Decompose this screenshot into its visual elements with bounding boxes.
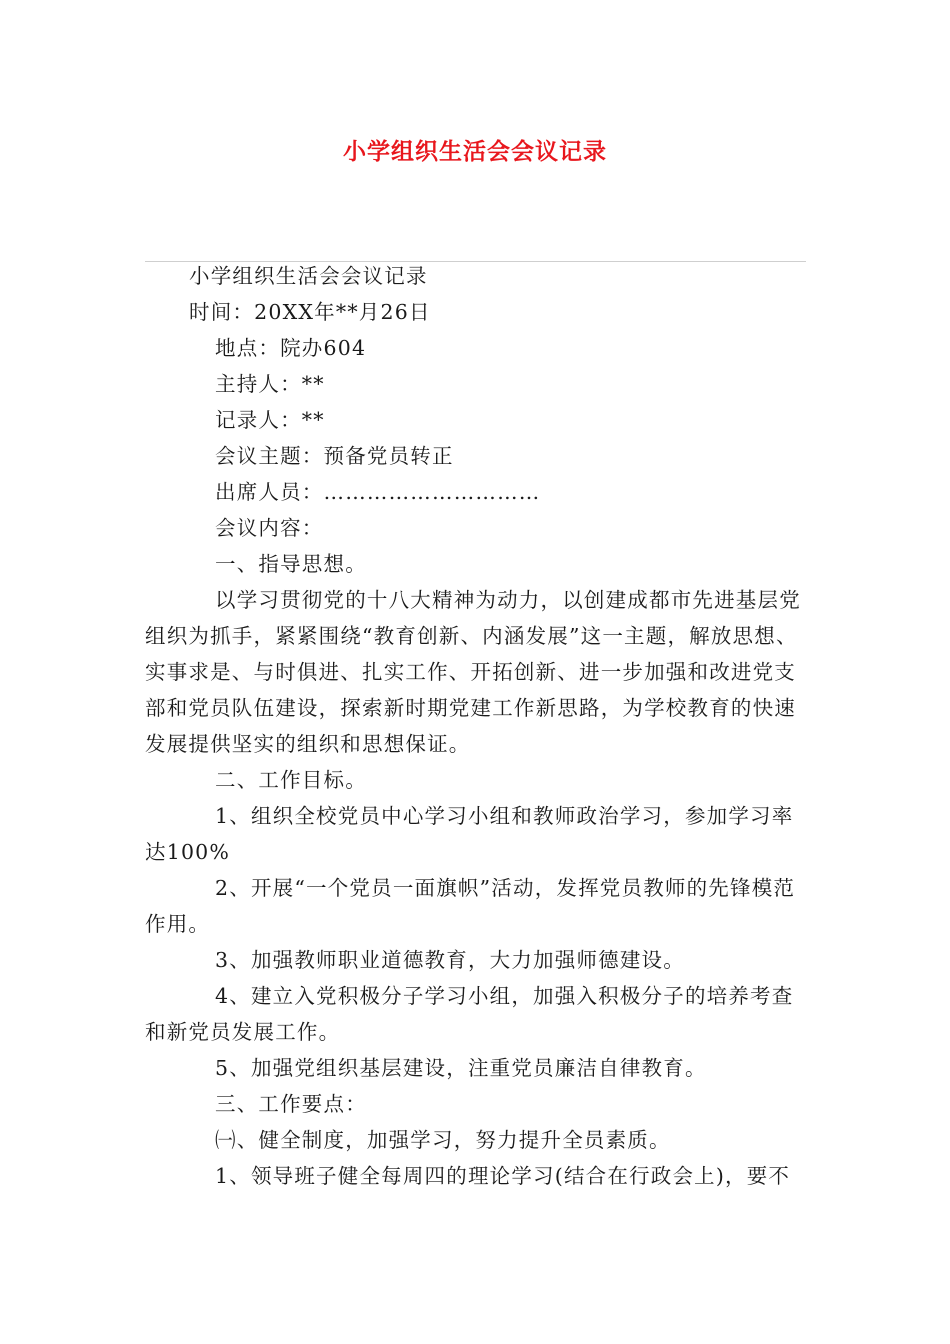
list-item-point-1: 1、领导班子健全每周四的理论学习(结合在行政会上)，要不 bbox=[215, 1164, 791, 1188]
subsection-heading-1: ㈠、健全制度，加强学习，努力提升全员素质。 bbox=[215, 1128, 671, 1152]
meeting-topic: 会议主题：预备党员转正 bbox=[215, 444, 454, 468]
meeting-host: 主持人：** bbox=[215, 372, 325, 396]
section-heading-work-points: 三、工作要点： bbox=[215, 1092, 367, 1116]
list-item-goal-4: 4、建立入党积极分子学习小组，加强入积极分子的培养考查和新党员发展工作。 bbox=[145, 984, 794, 1044]
section-heading-work-goals: 二、工作目标。 bbox=[215, 768, 367, 792]
list-item-goal-2: 2、开展“一个党员一面旗帜”活动，发挥党员教师的先锋模范作用。 bbox=[145, 876, 796, 936]
meeting-recorder: 记录人：** bbox=[215, 408, 325, 432]
meeting-attendees: 出席人员：………………………… bbox=[215, 480, 541, 504]
list-item-goal-1: 1、组织全校党员中心学习小组和教师政治学习，参加学习率达100% bbox=[145, 804, 794, 864]
paragraph-guiding-thought: 以学习贯彻党的十八大精神为动力，以创建成都市先进基层党组织为抓手，紧紧围绕“教育创新、内涵发展”这一主题，解放思想、实事求是、与时俱进、扎实工作、开拓创新、进一步加强和改进党支部和党员队伍建设，探索新时期党建工作新思路，为学校教育的快速发展提供坚实的组织和思想保证。 bbox=[145, 588, 801, 756]
meeting-content-label: 会议内容： bbox=[215, 516, 324, 540]
document-body bbox=[145, 258, 807, 1194]
meeting-location: 地点：院办604 bbox=[215, 336, 367, 360]
section-heading-guiding-thought: 一、指导思想。 bbox=[215, 552, 367, 576]
meeting-time: 时间：20XX年**月26日 bbox=[189, 300, 431, 324]
document-title: 小学组织生活会会议记录 bbox=[343, 139, 607, 165]
list-item-goal-5: 5、加强党组织基层建设，注重党员廉洁自律教育。 bbox=[215, 1056, 707, 1080]
list-item-goal-3: 3、加强教师职业道德教育，大力加强师德建设。 bbox=[215, 948, 685, 972]
body-heading: 小学组织生活会会议记录 bbox=[189, 264, 428, 288]
